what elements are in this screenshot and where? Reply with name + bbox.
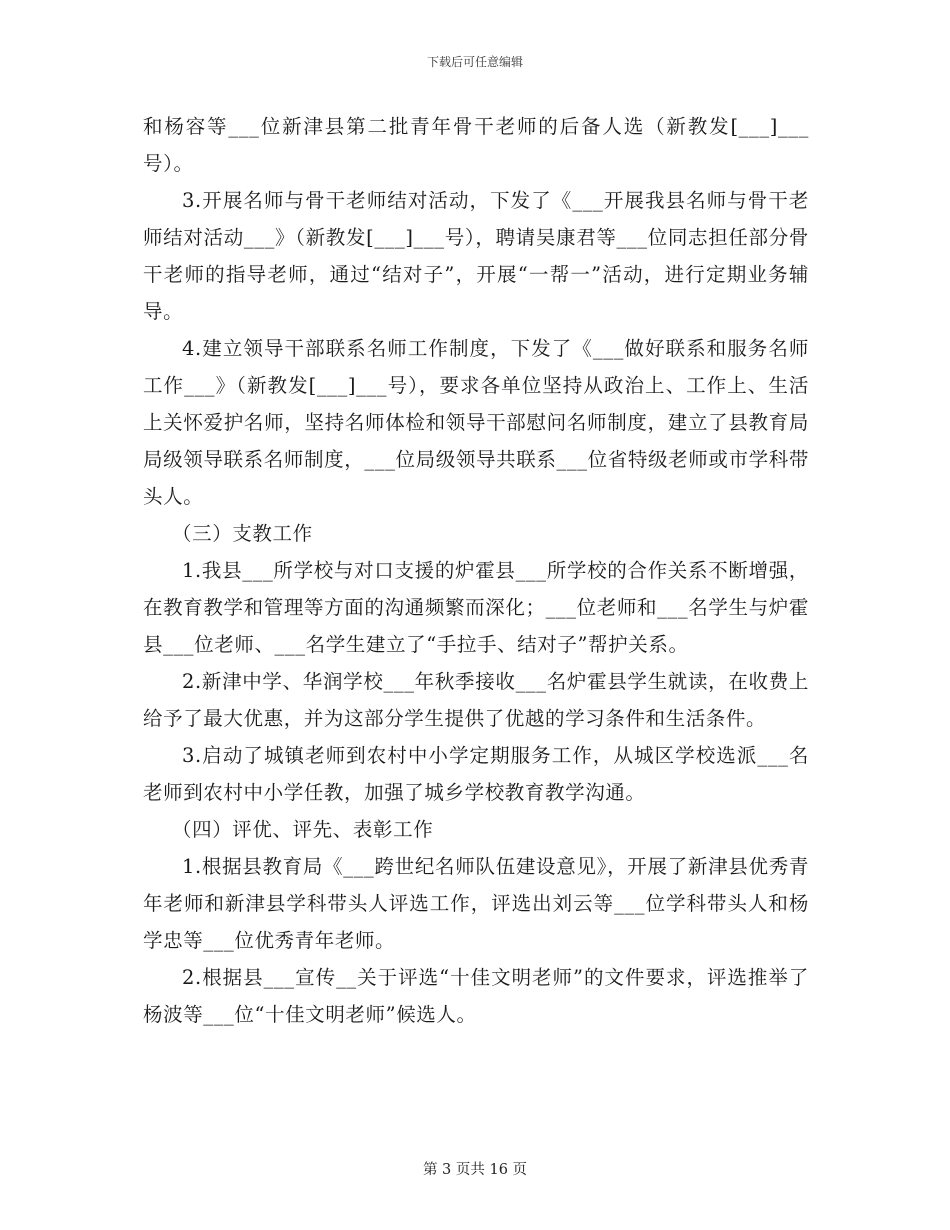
paragraph-support-item-1: 1.我县___所学校与对口支援的炉霍县___所学校的合作关系不断增强，在教育教学和管理等方面的沟通频繁而深化；___位老师和___名学生与炉霍县___位老师、___名学生建立了“手拉手、结对子”帮护关系。 — [143, 559, 809, 656]
paragraph-item-4-leadership: 4.建立领导干部联系名师工作制度，下发了《___做好联系和服务名师工作___》（新教发[___]___号），要求各单位坚持从政治上、工作上、生活上关怀爱护名师，坚持名师体检和领导干部慰问名师制度，建立了县教育局局级领导联系名师制度，___位局级领导共联系___位省特级老师或市学科带头人。 — [143, 337, 809, 508]
section-heading-support-teaching: （三）支教工作 — [172, 522, 313, 545]
page-header: 下载后可任意编辑 — [426, 55, 523, 69]
paragraph-awards-item-1: 1.根据县教育局《___跨世纪名师队伍建设意见》，开展了新津县优秀青年老师和新津县学科带头人评选工作，评选出刘云等___位学科带头人和杨学忠等___位优秀青年老师。 — [143, 855, 809, 952]
paragraph-continuation: 和杨容等___位新津县第二批青年骨干老师的后备人选（新教发[___]___号）。 — [143, 115, 809, 175]
section-heading-awards: （四）评优、评先、表彰工作 — [172, 818, 434, 841]
paragraph-item-3-mentoring: 3.开展名师与骨干老师结对活动，下发了《___开展我县名师与骨干老师结对活动___》（新教发[___]___号），聘请吴康君等___位同志担任部分骨干老师的指导老师，通过“结对子”，开展“一帮一”活动，进行定期业务辅导。 — [143, 189, 809, 323]
paragraph-support-item-2: 2.新津中学、华润学校___年秋季接收___名炉霍县学生就读，在收费上给予了最大优惠，并为这部分学生提供了优越的学习条件和生活条件。 — [143, 670, 809, 730]
document-body — [143, 108, 809, 1033]
paragraph-awards-item-2: 2.根据县___宣传__关于评选“十佳文明老师”的文件要求，评选推举了杨波等___位“十佳文明老师”候选人。 — [143, 966, 809, 1026]
paragraph-support-item-3: 3.启动了城镇老师到农村中小学定期服务工作，从城区学校选派___名老师到农村中小学任教，加强了城乡学校教育教学沟通。 — [143, 744, 809, 804]
page-footer: 第 3 页共 16 页 — [422, 1162, 528, 1178]
